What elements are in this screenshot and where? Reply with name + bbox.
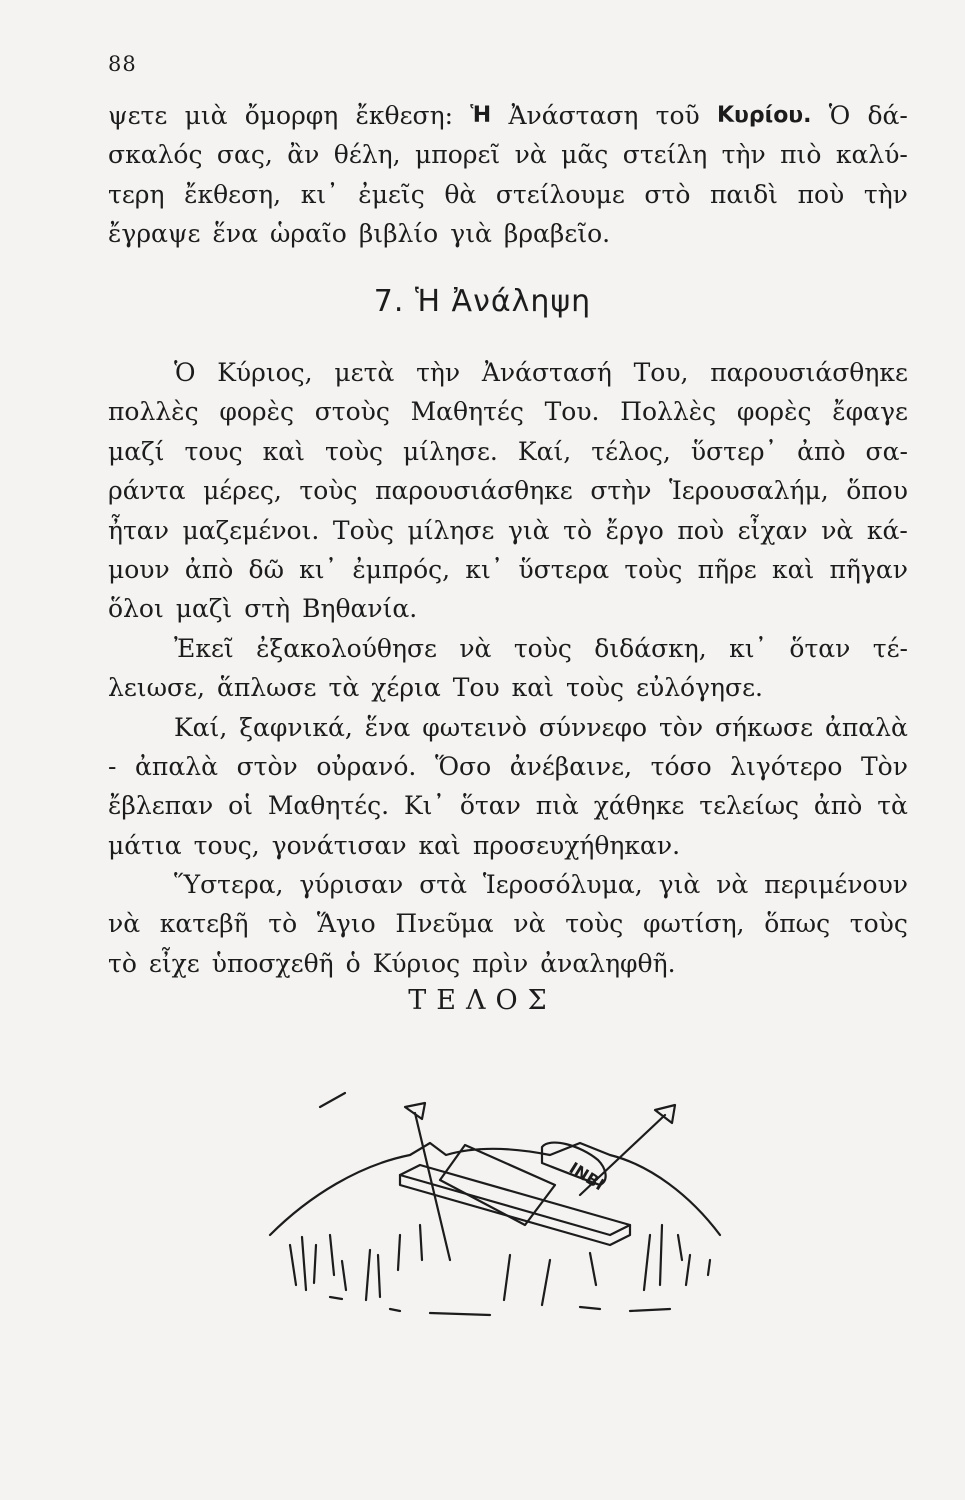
word: κι᾽ — [465, 554, 504, 584]
word: λιγότερο — [730, 751, 843, 781]
chapter-body — [108, 353, 908, 983]
word: τὸ — [108, 948, 137, 978]
word: τὴν — [863, 179, 908, 209]
word: φορὲς — [736, 397, 812, 427]
word: Κυρίου. — [716, 103, 812, 128]
word: τὸ — [563, 515, 593, 545]
word: ἐξακολούθησε — [256, 633, 437, 663]
word: φορὲς — [219, 397, 294, 427]
chapter-heading: 7. Ἡ Ἀνάληψη — [373, 284, 592, 319]
word: ὅταν — [459, 791, 521, 821]
end-mark: ΤΕΛΟΣ — [408, 985, 557, 1016]
word: λειωσε, — [108, 673, 205, 703]
word: παιδὶ — [709, 179, 778, 209]
word: γιὰ — [507, 515, 550, 545]
word: Καί, — [517, 436, 572, 466]
word: τὴν — [416, 358, 461, 387]
word: Ὕστερα, — [174, 870, 284, 900]
word: δῶ — [248, 554, 284, 584]
word: τοὺς — [565, 909, 624, 939]
word: πιὰ — [535, 791, 579, 821]
word: Ἐκεῖ — [174, 633, 234, 663]
word: ἕνα — [212, 219, 258, 249]
word: κι᾽ — [300, 179, 339, 209]
word: οὐρανό. — [316, 751, 417, 781]
word: ἔκθεση: — [355, 101, 454, 130]
text-line — [108, 786, 908, 825]
word: ὅπως — [764, 909, 831, 939]
intro-paragraph — [108, 96, 908, 254]
word: μουν — [108, 554, 170, 584]
word: ὕστερα — [518, 554, 610, 584]
word: πρὶν — [472, 948, 529, 978]
word: στείλη — [622, 140, 708, 170]
text-line — [108, 865, 908, 904]
text-line — [108, 175, 908, 214]
text-line — [108, 135, 908, 174]
text-line — [108, 550, 908, 589]
word: Μαθητές. — [267, 791, 390, 821]
word: Τοὺς — [332, 515, 394, 545]
text-line — [108, 392, 908, 431]
word: τελείως — [699, 791, 800, 821]
word: ἔργο — [605, 515, 664, 545]
word: σα- — [865, 436, 908, 466]
word: γονάτισαν — [271, 830, 407, 860]
word: φωτεινὸ — [422, 712, 527, 742]
word: ἐμεῖς — [358, 179, 425, 209]
word: τέλος, — [591, 436, 671, 466]
word: ὑποσχεθῆ — [211, 948, 334, 978]
word: ψετε — [108, 101, 168, 130]
word: ἀνέβαινε, — [509, 751, 633, 781]
word: νὰ — [514, 140, 547, 170]
text-line — [108, 511, 908, 550]
word: τους — [184, 436, 243, 466]
word: ξαφνικά, — [239, 712, 353, 742]
word: καλύ- — [835, 140, 908, 170]
word: χάθηκε — [593, 791, 685, 821]
word: κι᾽ — [299, 554, 338, 584]
word: ἦταν — [108, 515, 169, 545]
word: φωτίση, — [642, 909, 745, 939]
word: ὅπου — [846, 476, 908, 506]
text-line — [108, 904, 908, 943]
word: οἱ — [228, 791, 253, 821]
word: ἔγραψε — [108, 219, 201, 249]
word: ὅταν — [789, 633, 851, 663]
word: βιβλίο — [358, 219, 439, 249]
word: μαζὶ — [175, 594, 233, 624]
paragraph — [108, 353, 908, 629]
word: μᾶς — [561, 140, 609, 170]
text-line — [108, 747, 908, 786]
paragraph — [108, 865, 908, 983]
word: τοὺς — [849, 909, 908, 939]
word: στείλουμε — [495, 179, 625, 209]
word: μέρες, — [203, 476, 282, 506]
word: Ἀνάστασή — [481, 358, 612, 387]
word: - — [108, 751, 117, 781]
word: ἔκθεση, — [184, 179, 282, 209]
word: πιὸ — [780, 140, 822, 170]
word: τοὺς — [299, 476, 358, 506]
word: ἔβλεπαν — [108, 791, 214, 821]
word: Ἀνάσταση — [508, 101, 639, 130]
word: τοὺς — [624, 554, 683, 584]
word: καὶ — [511, 673, 554, 703]
word: θέλη, — [333, 140, 401, 170]
word: ὡραῖο — [270, 219, 347, 249]
word: Ἅγιο — [316, 909, 376, 939]
word: νὰ — [108, 909, 141, 939]
word: στὸ — [644, 179, 691, 209]
word: τὴν — [721, 140, 766, 170]
word: τους, — [193, 830, 260, 860]
word: θὰ — [444, 179, 477, 209]
word: Καί, — [174, 712, 228, 742]
word: Ὁ — [828, 101, 851, 130]
paragraph — [108, 708, 908, 866]
word: γιὰ — [450, 219, 492, 249]
word: χέρια — [371, 673, 441, 703]
word: παρουσιάσθηκε — [375, 476, 573, 506]
word: στοὺς — [314, 397, 390, 427]
word: Ὁ — [174, 358, 196, 387]
word: Ἱερουσαλήμ, — [668, 476, 829, 506]
word: Ἱεροσόλυμα, — [482, 870, 643, 900]
word: εὐλόγησε. — [636, 673, 763, 703]
text-line — [108, 944, 908, 983]
word: βραβεῖο. — [503, 219, 611, 249]
word: παρουσιάσθηκε — [710, 358, 908, 387]
word: ἔφαγε — [832, 397, 908, 427]
word: τὰ — [328, 673, 360, 703]
word: σας, — [216, 140, 273, 170]
word: σήκωσε — [714, 712, 814, 742]
text-line — [108, 629, 908, 668]
word: σύννεφο — [538, 712, 648, 742]
text-line — [108, 214, 908, 253]
word: στὴν — [590, 476, 652, 506]
word: μίλησε. — [403, 436, 498, 466]
word: ἀπαλὰ — [824, 712, 908, 742]
word: Του — [452, 673, 500, 703]
word: Του, — [633, 358, 689, 387]
word: τοὺς — [324, 436, 384, 466]
word: εἶχε — [148, 948, 200, 978]
word: πῆρε — [697, 554, 757, 584]
word: ἂν — [287, 140, 320, 170]
word: γιὰ — [658, 870, 701, 900]
text-line — [108, 708, 908, 747]
word: τόσο — [650, 751, 712, 781]
word: προσευχήθηκαν. — [472, 830, 681, 860]
word: μιὰ — [184, 101, 228, 130]
word: ἀναληφθῆ. — [540, 948, 676, 978]
word: ὁ — [345, 948, 361, 978]
paragraph — [108, 629, 908, 708]
word: νὰ — [716, 870, 749, 900]
word: τοὺς — [565, 673, 625, 703]
word: Ἡ — [470, 103, 492, 128]
text-line — [108, 96, 908, 135]
word: τοῦ — [655, 101, 700, 130]
word: γύρισαν — [299, 870, 404, 900]
word: ἀπαλὰ — [135, 751, 218, 781]
word: κά- — [866, 515, 908, 545]
word: ἐμπρός, — [352, 554, 451, 584]
word: ἀπὸ — [797, 436, 846, 466]
word: Πολλὲς — [620, 397, 717, 427]
word: δά- — [867, 101, 908, 130]
word: στὸν — [236, 751, 298, 781]
word: Βηθανία. — [302, 594, 418, 624]
word: νὰ — [821, 515, 854, 545]
word: νὰ — [459, 633, 492, 663]
word: ὄμορφη — [244, 101, 339, 130]
word: καὶ — [771, 554, 815, 584]
word: Κύριος — [372, 948, 461, 978]
word: ἀπὸ — [813, 791, 863, 821]
word: μπορεῖ — [415, 140, 501, 170]
word: εἶχαν — [737, 515, 808, 545]
word: κι᾽ — [729, 633, 768, 663]
word: τὸ — [268, 909, 298, 939]
word: ὕστερ᾽ — [690, 436, 778, 466]
text-line — [108, 353, 908, 392]
word: πῆγαν — [829, 554, 908, 584]
text-line — [108, 432, 908, 471]
word: στὴ — [244, 594, 291, 624]
word: Πνεῦμα — [395, 909, 494, 939]
inscription-label: ΙΝΒΙ — [565, 1158, 608, 1195]
word: νὰ — [513, 909, 546, 939]
word: ποὺ — [677, 515, 725, 545]
word: στὰ — [419, 870, 467, 900]
word: ἕνα — [364, 712, 411, 742]
word: Ὅσο — [434, 751, 492, 781]
word: πολλὲς — [108, 397, 199, 427]
word: τερη — [108, 179, 165, 209]
word: σκαλός — [108, 140, 203, 170]
word: διδάσκη, — [594, 633, 707, 663]
text-line — [108, 589, 908, 628]
word: ἀπὸ — [184, 554, 234, 584]
text-line — [108, 471, 908, 510]
word: τὸν — [658, 712, 704, 742]
word: Τὸν — [860, 751, 908, 781]
word: μαζί — [108, 436, 165, 466]
word: μαζεμένοι. — [182, 515, 320, 545]
word: ὅλοι — [108, 594, 164, 624]
word: ποὺ — [797, 179, 845, 209]
word: Κι᾽ — [403, 791, 445, 821]
word: μετὰ — [334, 358, 395, 387]
word: καὶ — [418, 830, 461, 860]
word: τοὺς — [513, 633, 572, 663]
word: κατεβῆ — [159, 909, 249, 939]
text-line — [108, 826, 908, 865]
text-line — [108, 668, 908, 707]
word: τὰ — [877, 791, 908, 821]
word: Μαθητές — [410, 397, 524, 427]
word: περιμένουν — [764, 870, 908, 900]
word: Του. — [544, 397, 600, 427]
word: καὶ — [262, 436, 305, 466]
word: μάτια — [108, 830, 182, 860]
word: τέ- — [872, 633, 908, 663]
word: ράντα — [108, 476, 186, 506]
page-number: 88 — [108, 52, 137, 76]
word: ἅπλωσε — [216, 673, 317, 703]
cross-with-nails-on-hill-icon — [250, 1085, 730, 1320]
word: Κύριος, — [217, 358, 313, 387]
word: μίλησε — [407, 515, 495, 545]
